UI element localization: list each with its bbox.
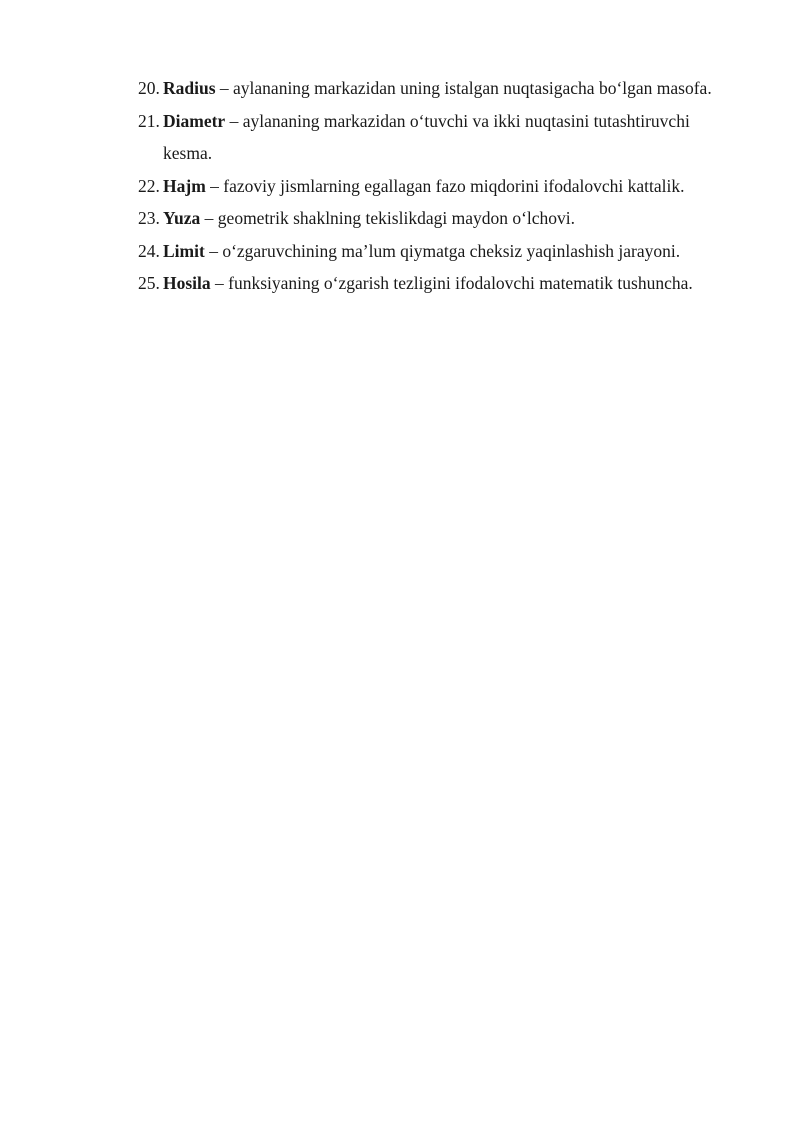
glossary-entry-limit [138,235,738,268]
entry-number: 22. [138,175,160,196]
entry-number: 21. [138,110,160,131]
entry-term: Limit [163,240,205,261]
glossary-entry-hosila [138,267,738,300]
entry-number: 23. [138,208,160,228]
entry-definition: – fazoviy jismlarning egallagan fazo miqdorini ifodalovchi kattalik. [205,175,685,196]
entry-number: 20. [138,78,160,98]
entry-definition: – o‘zgaruvchining ma’lum qiymatga cheksiz yaqinlashish jarayoni. [204,240,681,261]
entry-definition: – aylananing markazidan uning istalgan nuqtasigacha bo‘lgan masofa. [215,78,712,98]
entry-definition: – geometrik shaklning tekislikdagi maydon o‘lchovi. [200,208,576,228]
entry-term: Hajm [163,175,206,196]
entry-term: Hosila [163,273,211,293]
entry-term: Diametr [163,110,226,131]
glossary-entry-hajm [138,170,738,203]
entry-number: 25. [138,273,160,293]
glossary-entry-diametr [138,105,738,170]
entry-definition: – funksiyaning o‘zgarish tezligini ifodalovchi matematik tushuncha. [210,273,693,293]
entry-term: Radius [163,78,216,98]
entry-number: 24. [138,240,160,261]
glossary-entry-yuza [138,202,738,235]
glossary-entry-radius [138,72,738,105]
entry-term: Yuza [163,208,201,228]
glossary-list [138,72,738,300]
entry-definition: – aylananing markazidan o‘tuvchi va ikki nuqtasini tutashtiruvchi kesma. [163,110,690,163]
